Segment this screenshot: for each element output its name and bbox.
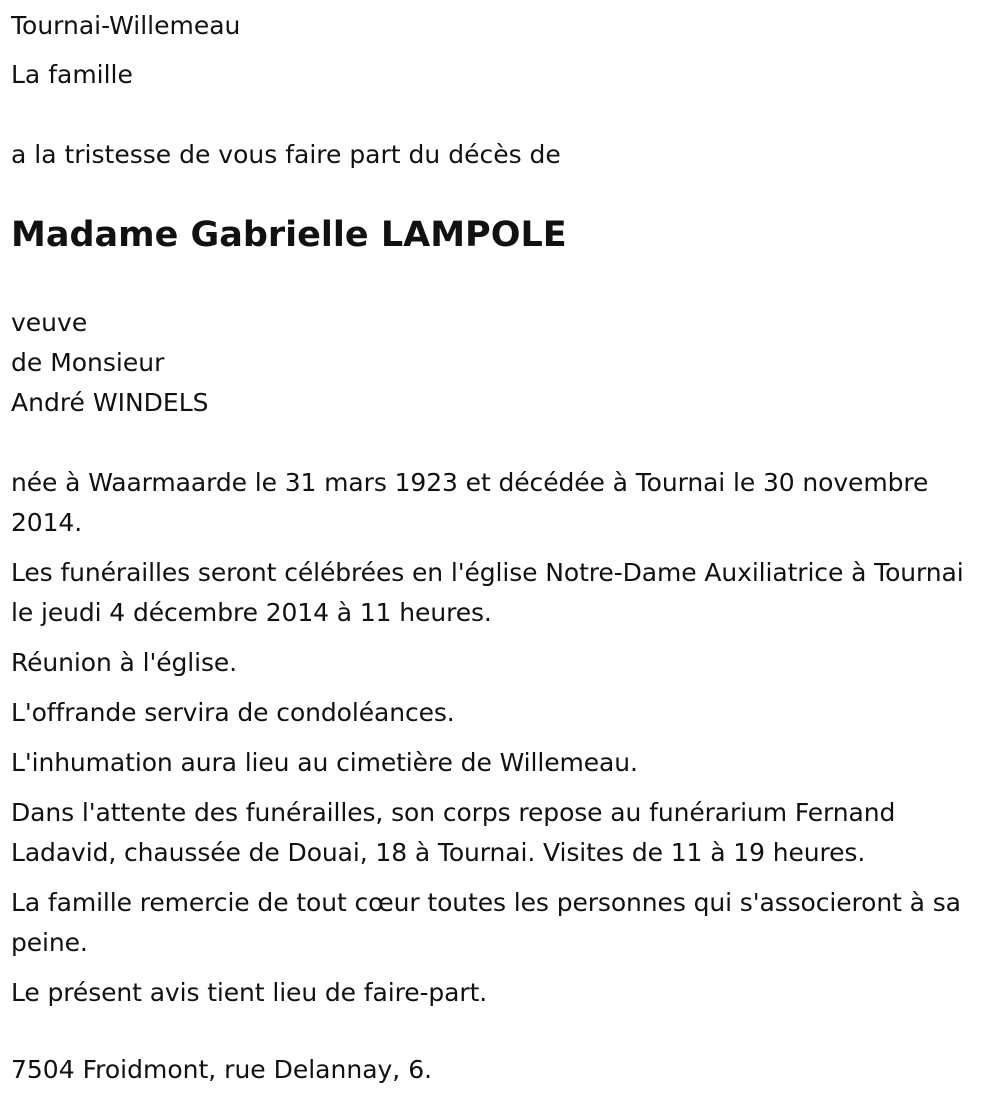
- address-line: 7504 Froidmont, rue Delannay, 6.: [11, 1055, 433, 1084]
- notice-body: [11, 463, 993, 1023]
- thanks-paragraph: La famille remercie de tout cœur toutes les personnes qui s'associeront à sa peine.: [11, 888, 961, 957]
- burial-paragraph: L'inhumation aura lieu au cimetière de Willemeau.: [11, 748, 638, 777]
- notice-paragraph: Le présent avis tient lieu de faire-part.: [11, 978, 488, 1007]
- meeting-paragraph: Réunion à l'église.: [11, 648, 238, 677]
- widow-line-3: André WINDELS: [11, 388, 209, 417]
- widow-line-1: veuve: [11, 308, 88, 337]
- location-line: Tournai-Willemeau: [11, 11, 241, 40]
- deceased-name: Madame Gabrielle LAMPOLE: [11, 215, 567, 255]
- intro-line: a la tristesse de vous faire part du décès de: [11, 140, 561, 169]
- widow-line-2: de Monsieur: [11, 348, 165, 377]
- offering-paragraph: L'offrande servira de condoléances.: [11, 698, 455, 727]
- birth-death-paragraph: née à Waarmaarde le 31 mars 1923 et décédée à Tournai le 30 novembre 2014.: [11, 468, 929, 537]
- funerarium-paragraph: Dans l'attente des funérailles, son corps repose au funérarium Fernand Ladavid, chaussée de Douai, 18 à Tournai. Visites de 11 à 19 heures.: [11, 798, 896, 867]
- funeral-paragraph: Les funérailles seront célébrées en l'église Notre-Dame Auxiliatrice à Tournai le jeudi 4 décembre 2014 à 11 heures.: [11, 558, 964, 627]
- family-line: La famille: [11, 60, 133, 89]
